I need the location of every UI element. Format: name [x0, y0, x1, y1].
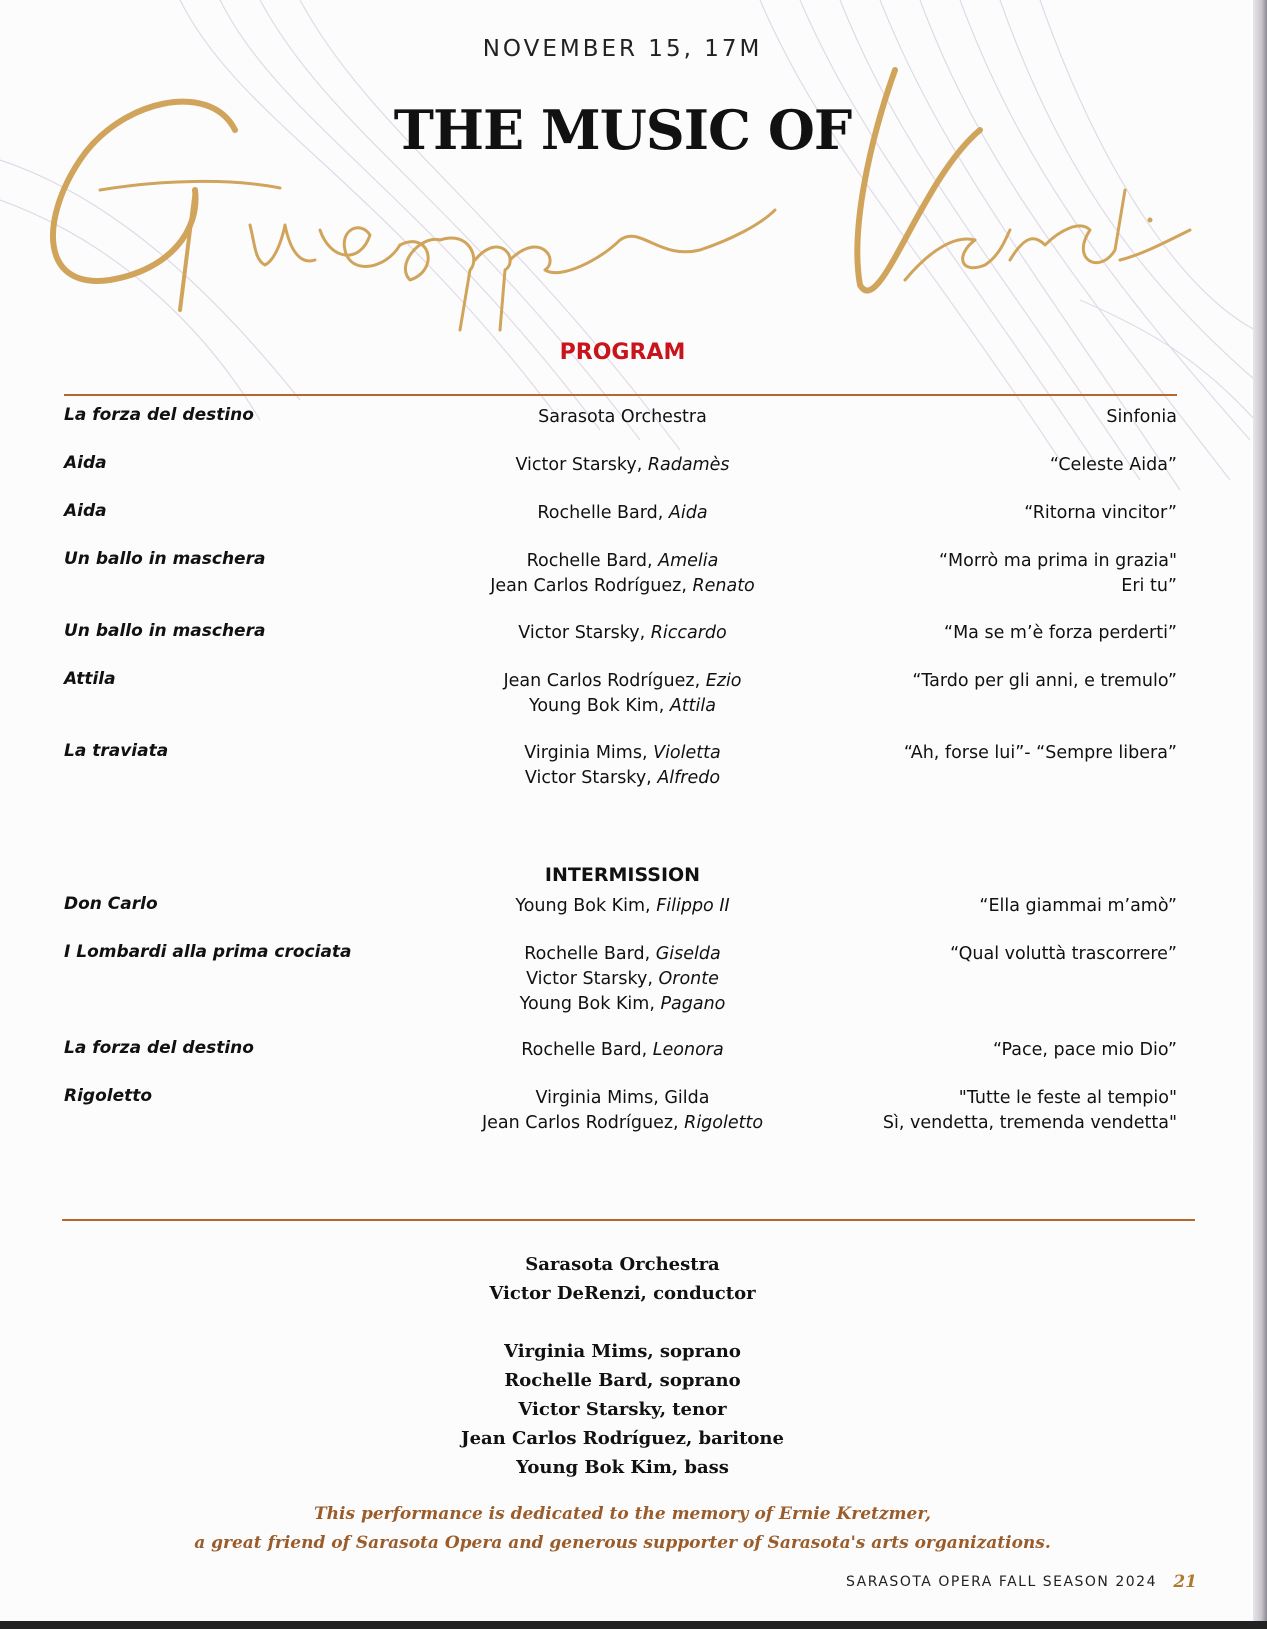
credits-block [0, 1250, 1245, 1482]
performer-name: Virginia Mims, Gilda [535, 1088, 710, 1108]
performer-line [400, 621, 845, 646]
performer-name: Victor Starsky, [515, 455, 648, 475]
performer-line [400, 741, 845, 766]
performers [400, 1038, 845, 1063]
aria-line: “Ah, forse lui”- “Sempre libera” [903, 743, 1177, 763]
performer-name: Young Bok Kim, [519, 994, 661, 1014]
performer-role: Renato [692, 576, 755, 596]
performers [400, 501, 845, 526]
performer-line [400, 894, 845, 919]
aria-line: “Celeste Aida” [1049, 455, 1177, 475]
intermission-label: INTERMISSION [544, 864, 701, 886]
performer-role: Amelia [658, 551, 719, 571]
performer-line [400, 942, 845, 967]
opera-title: Aida [64, 501, 107, 521]
opera-title: Un ballo in maschera [64, 549, 266, 569]
footer-publication: SARASOTA OPERA FALL SEASON 2024 [845, 1574, 1157, 1590]
credit-line: Victor DeRenzi, conductor [489, 1283, 756, 1304]
aria-line: “Ritorna vincitor” [1024, 503, 1177, 523]
performer-name: Jean Carlos Rodríguez, [503, 671, 706, 691]
performer-name: Victor Starsky, [524, 768, 658, 788]
performer-name: Rochelle Bard, [526, 551, 659, 571]
performers [400, 1086, 845, 1136]
page-number: 21 [1173, 1572, 1197, 1592]
bottom-divider [62, 1219, 1195, 1221]
performer-line [400, 453, 845, 478]
performer-line [400, 1038, 845, 1063]
performer-name: Rochelle Bard, [524, 944, 656, 964]
opera-title: Attila [64, 669, 116, 689]
aria-title [817, 1038, 1177, 1063]
performer-role: Violetta [653, 743, 721, 763]
performer-line [400, 694, 845, 719]
opera-title: Don Carlo [64, 894, 158, 914]
performers [400, 741, 845, 791]
performer-role: Giselda [655, 944, 721, 964]
performer-line [400, 766, 845, 791]
performer-name: Jean Carlos Rodríguez, [490, 576, 693, 596]
aria-title [817, 942, 1177, 967]
performer-role: Rigoletto [684, 1113, 764, 1133]
performer-role: Leonora [652, 1040, 724, 1060]
aria-title [817, 1086, 1177, 1136]
performer-line [400, 992, 845, 1017]
performer-role: Aida [668, 503, 708, 523]
aria-title [817, 894, 1177, 919]
scan-bottom-edge [0, 1621, 1267, 1629]
performer-name: Victor Starsky, [526, 969, 659, 989]
aria-title [817, 453, 1177, 478]
aria-line: “Pace, pace mio Dio” [993, 1040, 1177, 1060]
credit-line: Virginia Mims, soprano [504, 1341, 741, 1362]
performer-name: Young Bok Kim, [528, 696, 670, 716]
credit-line: Rochelle Bard, soprano [504, 1370, 741, 1391]
performer-name: Young Bok Kim, [515, 896, 657, 916]
aria-title [817, 549, 1177, 599]
aria-title [817, 501, 1177, 526]
aria-title [817, 405, 1177, 430]
credit-line: Young Bok Kim, bass [516, 1457, 729, 1478]
performers [400, 669, 845, 719]
performer-name: Virginia Mims, [524, 743, 654, 763]
performer-name: Sarasota Orchestra [538, 407, 707, 427]
aria-line: “Tardo per gli anni, e tremulo” [912, 671, 1177, 691]
performer-name: Rochelle Bard, [521, 1040, 653, 1060]
performers [400, 405, 845, 430]
credit-line: Victor Starsky, tenor [518, 1399, 727, 1420]
aria-title [817, 621, 1177, 646]
credit-line: Jean Carlos Rodríguez, baritone [461, 1428, 784, 1449]
performer-line [400, 967, 845, 992]
dedication-line: This performance is dedicated to the memory of Ernie Kretzmer, [314, 1504, 931, 1524]
performer-line [400, 1111, 845, 1136]
aria-line: Eri tu” [1121, 576, 1177, 596]
aria-title [817, 669, 1177, 694]
opera-title: La forza del destino [64, 405, 254, 425]
opera-title: La forza del destino [64, 1038, 254, 1058]
performer-role: Filippo II [656, 896, 730, 916]
aria-line: "Tutte le feste al tempio" [958, 1088, 1177, 1108]
performers [400, 621, 845, 646]
credit-line: Sarasota Orchestra [525, 1254, 720, 1275]
performer-line [400, 501, 845, 526]
aria-line: “Morrò ma prima in grazia" [938, 551, 1177, 571]
performer-line [400, 549, 845, 574]
aria-title [817, 741, 1177, 766]
program-title: THE MUSIC OF [393, 98, 852, 162]
performer-name: Rochelle Bard, [537, 503, 669, 523]
performer-role: Ezio [705, 671, 742, 691]
performer-line [400, 1086, 845, 1111]
performer-line [400, 669, 845, 694]
program-heading: PROGRAM [559, 340, 686, 365]
aria-line: Sì, vendetta, tremenda vendetta" [882, 1113, 1177, 1133]
top-divider [64, 394, 1177, 396]
dedication-line: a great friend of Sarasota Opera and generous supporter of Sarasota's arts organizations. [194, 1533, 1051, 1553]
performer-role: Alfredo [657, 768, 721, 788]
performer-role: Pagano [660, 994, 726, 1014]
opera-title: I Lombardi alla prima crociata [64, 942, 352, 962]
opera-title: Rigoletto [64, 1086, 153, 1106]
aria-line: “Qual voluttà trascorrere” [950, 944, 1177, 964]
aria-line: “Ma se m’è forza perderti” [944, 623, 1177, 643]
event-date: NOVEMBER 15, 17M [482, 36, 763, 62]
performers [400, 894, 845, 919]
performer-name: Jean Carlos Rodríguez, [481, 1113, 685, 1133]
opera-title: Un ballo in maschera [64, 621, 266, 641]
performers [400, 942, 845, 1017]
aria-line: “Ella giammai m’amò” [979, 896, 1177, 916]
aria-line: Sinfonia [1106, 407, 1177, 427]
performer-role: Riccardo [650, 623, 727, 643]
performer-line [400, 405, 845, 430]
performer-name: Victor Starsky, [518, 623, 651, 643]
dedication-note [0, 1500, 1245, 1558]
performer-line [400, 574, 845, 599]
performers [400, 453, 845, 478]
performer-role: Attila [669, 696, 716, 716]
opera-title: La traviata [64, 741, 169, 761]
performer-role: Oronte [658, 969, 719, 989]
opera-title: Aida [64, 453, 107, 473]
performer-role: Radamès [647, 455, 730, 475]
performers [400, 549, 845, 599]
